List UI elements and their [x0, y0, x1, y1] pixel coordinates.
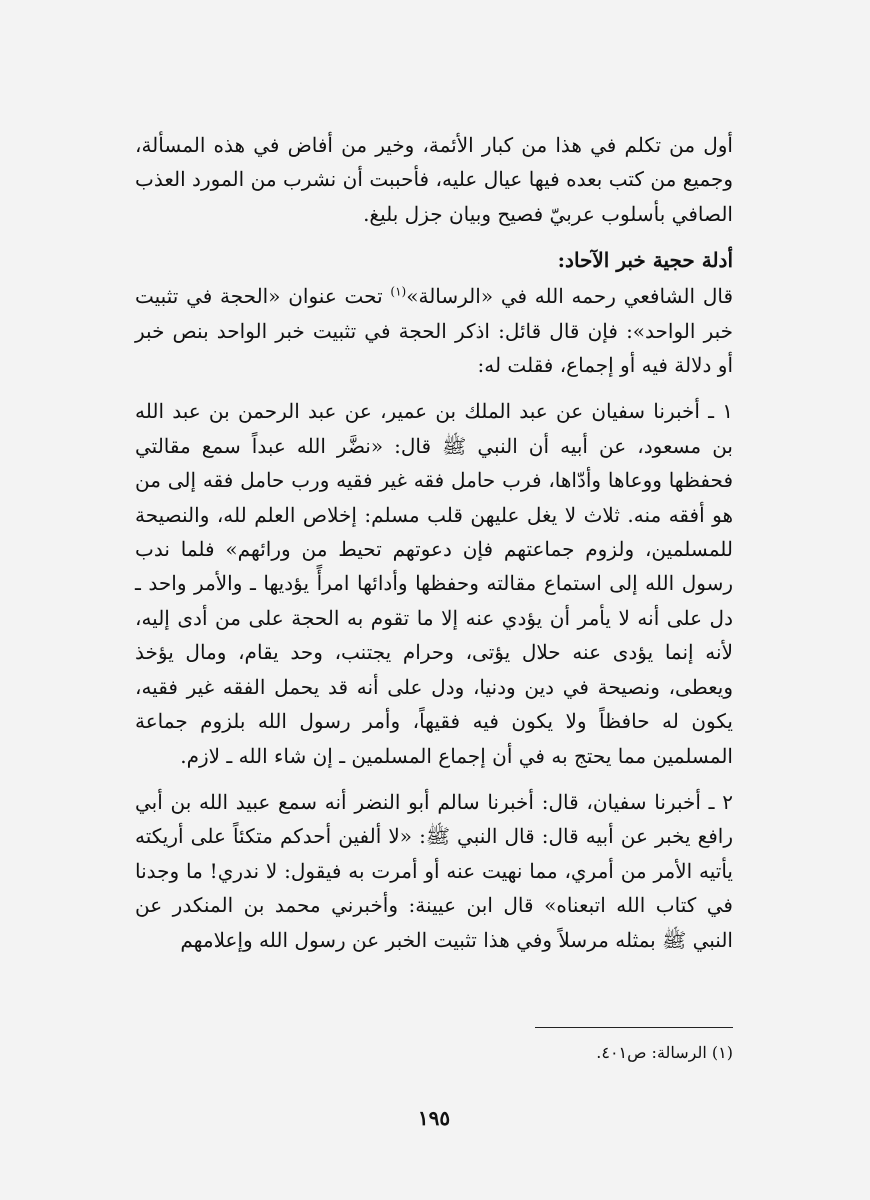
intro-paragraph: أول من تكلم في هذا من كبار الأئمة، وخير من أفاض في هذه المسألة، وجميع من كتب بعده فيها عيال عليه، فأحببت أن نشرب من المورد العذب الصافي بأسلوب عربيّ فصيح وبيان جزل بليغ. — [135, 133, 733, 226]
lead-text-start: قال الشافعي رحمه الله في «الرسالة» — [406, 284, 734, 309]
footnote-divider — [535, 1027, 733, 1028]
page-body — [135, 128, 733, 1128]
lead-paragraph — [135, 279, 733, 382]
paragraph-gap — [135, 773, 733, 785]
hadith-2-paragraph: ٢ ـ أخبرنا سفيان، قال: أخبرنا سالم أبو النضر أنه سمع عبيد الله بن أبي رافع يخبر عن أبيه قال: قال النبي ﷺ: «لا ألفين أحدكم متكئاً على أريكته يأتيه الأمر من أمري، مما نهيت عنه أو أمرت به فيقول: لا ندري! ما وجدنا في كتاب الله اتبعناه» قال ابن عيينة: وأخبرني محمد بن المنكدر عن النبي ﷺ بمثله مرسلاً وفي هذا تثبيت الخبر عن رسول الله وإعلامهم — [135, 789, 733, 952]
hadith-1-paragraph: ١ ـ أخبرنا سفيان عن عبد الملك بن عمير، عن عبد الرحمن بن عبد الله بن مسعود، عن أبيه أن النبي ﷺ قال: «نضَّر الله عبداً سمع مقالتي فحفظها ووعاها وأدّاها، فرب حامل فقه غير فقيه ورب حامل فقه إلى من هو أفقه منه. ثلاث لا يغل عليهن قلب مسلم: إخلاص العلم لله، والنصيحة للمسلمين، ولزوم جماعتهم فإن دعوتهم تحيط من ورائهم» فلما ندب رسول الله إلى استماع مقالته وحفظها وأدائها امرأً يؤديها ـ والأمر واحد ـ دل على أنه لا يأمر أن يؤدي عنه إلا ما تقوم به الحجة على من أدى إليه، لأنه إنما يؤدى عنه حلال يؤتى، وحرام يجتنب، وحد يقام، ومال يؤخذ ويعطى، ونصيحة في دين ودنيا، ودل على أنه قد يحمل الفقه غير فقيه، يكون له حافظاً ولا يكون فيه فقيهاً، وأمر رسول الله بلزوم جماعة المسلمين مما يحتج به في أن إجماع المسلمين ـ إن شاء الله ـ لازم. — [135, 399, 733, 768]
footnote-marker[interactable]: (١) — [390, 284, 407, 299]
footnote: (١) الرسالة: ص٤٠١. — [596, 1043, 733, 1062]
paragraph-gap — [135, 382, 733, 394]
page-number: ١٩٥ — [417, 1106, 451, 1130]
lead-text-end: تحت عنوان «الحجة في تثبيت خبر الواحد»: فإن قال قائل: اذكر الحجة في تثبيت خبر الواحد بنص خبر أو دلالة فيه أو إجماع، فقلت له: — [135, 284, 733, 378]
section-heading: أدلة حجية خبر الآحاد: — [557, 248, 733, 273]
